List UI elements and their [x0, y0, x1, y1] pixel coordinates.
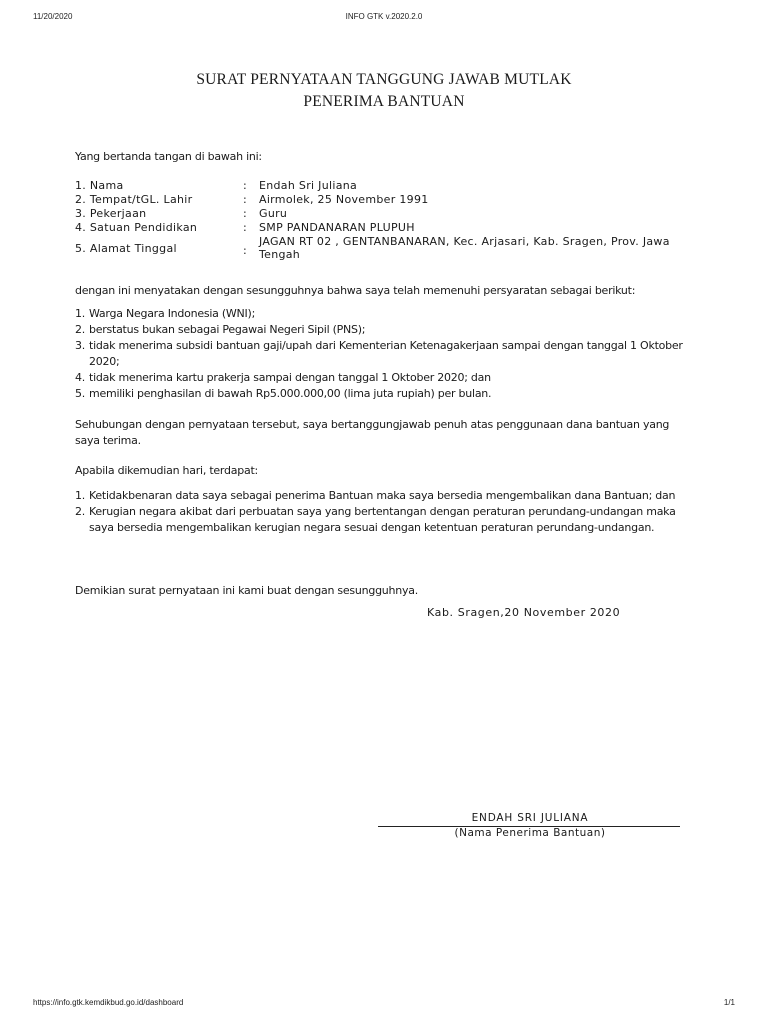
- list-text: tidak menerima subsidi bantuan gaji/upah dari Kementerian Ketenagakerjaan sampai dengan tanggal 1 Oktober 2020;: [89, 339, 683, 368]
- list-text: Kerugian negara akibat dari perbuatan saya yang bertentangan dengan peraturan perundang-undangan maka saya bersedia mengembalikan kerugian negara sesuai dengan ketentuan peraturan perundang-undangan.: [89, 505, 676, 534]
- print-footer-url: https://info.gtk.kemdikbud.go.id/dashboard: [33, 998, 184, 1007]
- identity-label: 1. Nama: [75, 179, 124, 192]
- list-number: 1.: [75, 307, 85, 320]
- signer-name: ENDAH SRI JULIANA: [471, 812, 589, 824]
- responsibility-text: Sehubungan dengan pernyataan tersebut, saya bertanggungjawab penuh atas penggunaan dana bantuan yang saya terima.: [75, 418, 670, 447]
- declaration-text: dengan ini menyatakan dengan sesungguhnya bahwa saya telah memenuhi persyaratan sebagai berikut:: [75, 284, 636, 297]
- list-text: memiliki penghasilan di bawah Rp5.000.000,00 (lima juta rupiah) per bulan.: [89, 387, 492, 400]
- identity-row: [75, 221, 685, 235]
- identity-table: [75, 179, 685, 263]
- list-item: [75, 338, 685, 370]
- list-number: 3.: [75, 339, 85, 352]
- identity-colon: :: [243, 179, 248, 192]
- signer-role: (Nama Penerima Bantuan): [454, 827, 606, 839]
- list-number: 5.: [75, 387, 85, 400]
- identity-value: JAGAN RT 02 , GENTANBANARAN, Kec. Arjasari, Kab. Sragen, Prov. Jawa Tengah: [259, 235, 670, 261]
- list-text: Ketidakbenaran data saya sebagai penerima Bantuan maka saya bersedia mengembalikan dana Bantuan; dan: [89, 489, 676, 502]
- requirements-list: [75, 306, 685, 402]
- list-item: [75, 370, 685, 386]
- identity-colon: :: [243, 207, 248, 220]
- identity-label: 5. Alamat Tinggal: [75, 242, 177, 255]
- list-number: 2.: [75, 323, 85, 336]
- list-text: Warga Negara Indonesia (WNI);: [89, 307, 256, 320]
- list-item: [75, 488, 685, 504]
- identity-label: 2. Tempat/tGL. Lahir: [75, 193, 193, 206]
- list-item: [75, 306, 685, 322]
- conditions-list: [75, 488, 685, 536]
- list-number: 1.: [75, 489, 85, 502]
- document-title-line1: SURAT PERNYATAAN TANGGUNG JAWAB MUTLAK: [196, 71, 572, 88]
- identity-colon: :: [243, 244, 248, 257]
- identity-value: SMP PANDANARAN PLUPUH: [259, 221, 415, 234]
- identity-colon: :: [243, 193, 248, 206]
- list-item: [75, 504, 685, 536]
- print-date: 11/20/2020: [33, 12, 73, 21]
- intro-text: Yang bertanda tangan di bawah ini:: [75, 150, 262, 163]
- identity-row: [75, 179, 685, 193]
- identity-row: [75, 207, 685, 221]
- list-number: 2.: [75, 505, 85, 518]
- print-header-title: INFO GTK v.2020.2.0: [345, 12, 423, 21]
- identity-value: Endah Sri Juliana: [259, 179, 358, 192]
- condition-intro-text: Apabila dikemudian hari, terdapat:: [75, 464, 258, 477]
- identity-colon: :: [243, 221, 248, 234]
- document-title-line2: PENERIMA BANTUAN: [303, 93, 465, 110]
- identity-row: [75, 235, 685, 263]
- identity-value: Guru: [259, 207, 288, 220]
- identity-value: Airmolek, 25 November 1991: [259, 193, 429, 206]
- identity-row: [75, 193, 685, 207]
- document-title: [0, 69, 768, 113]
- closing-text: Demikian surat pernyataan ini kami buat dengan sesungguhnya.: [75, 584, 418, 597]
- list-number: 4.: [75, 371, 85, 384]
- list-item: [75, 386, 685, 402]
- list-text: tidak menerima kartu prakerja sampai dengan tanggal 1 Oktober 2020; dan: [89, 371, 491, 384]
- identity-label: 3. Pekerjaan: [75, 207, 147, 220]
- print-page-number: 1/1: [723, 998, 735, 1007]
- place-date: Kab. Sragen,20 November 2020: [427, 606, 621, 619]
- identity-label: 4. Satuan Pendidikan: [75, 221, 198, 234]
- list-text: berstatus bukan sebagai Pegawai Negeri Sipil (PNS);: [89, 323, 366, 336]
- list-item: [75, 322, 685, 338]
